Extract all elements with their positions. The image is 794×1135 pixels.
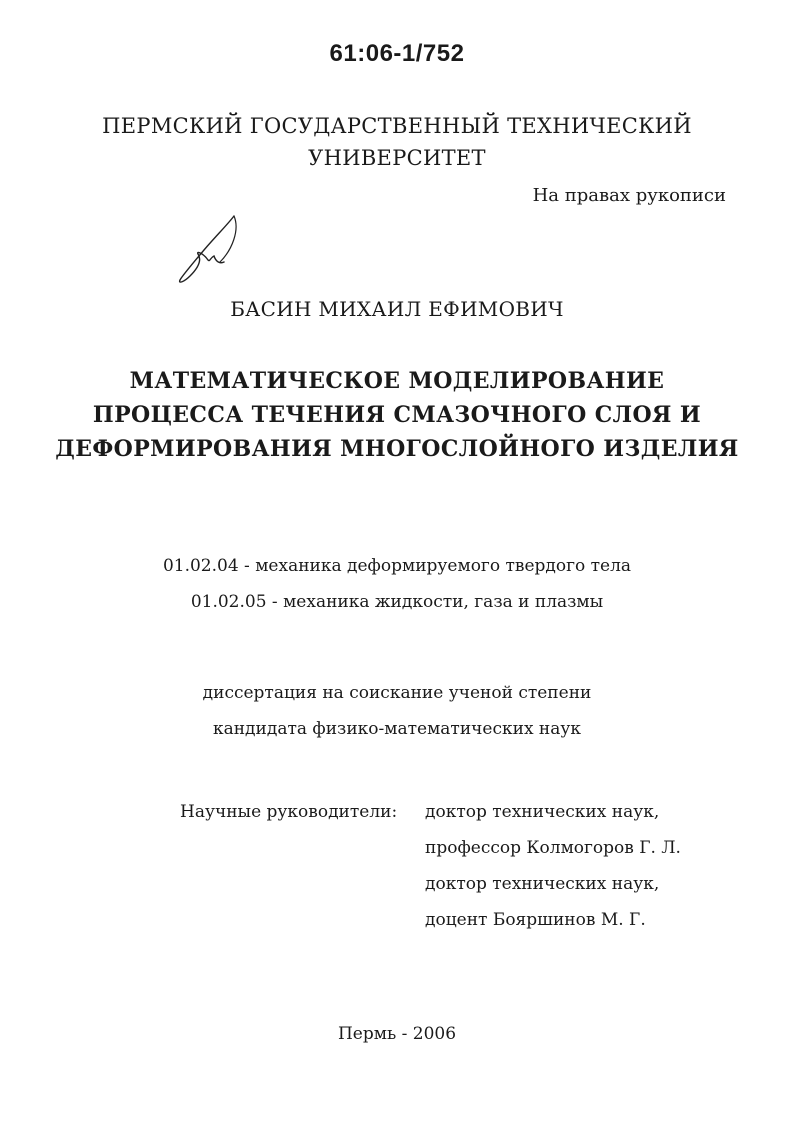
- dissertation-title-line-2: ПРОЦЕССА ТЕЧЕНИЯ СМАЗОЧНОГО СЛОЯ И: [92, 402, 702, 428]
- supervisor-line: доктор технических наук,: [425, 802, 660, 822]
- specialty-code-1: 01.02.04 - механика деформируемого твердого тела: [162, 556, 632, 576]
- supervisor-line: доктор технических наук,: [425, 874, 660, 894]
- place-and-year: Пермь - 2006: [337, 1024, 457, 1044]
- archive-code-stamp: 61:06-1/752: [329, 40, 465, 67]
- university-name-line-1: ПЕРМСКИЙ ГОСУДАРСТВЕННЫЙ ТЕХНИЧЕСКИЙ: [102, 114, 692, 138]
- supervisor-line: доцент Бояршинов М. Г.: [425, 910, 646, 930]
- degree-line-1: диссертация на соискание ученой степени: [202, 683, 592, 703]
- supervisors-label: Научные руководители:: [180, 802, 398, 822]
- degree-line-2: кандидата физико-математических наук: [212, 719, 582, 739]
- supervisor-line: профессор Колмогоров Г. Л.: [425, 838, 681, 858]
- dissertation-title-line-1: МАТЕМАТИЧЕСКОЕ МОДЕЛИРОВАНИЕ: [129, 368, 665, 394]
- dissertation-title-line-3: ДЕФОРМИРОВАНИЯ МНОГОСЛОЙНОГО ИЗДЕЛИЯ: [55, 436, 739, 462]
- manuscript-rights-note: На правах рукописи: [532, 185, 726, 206]
- specialty-code-2: 01.02.05 - механика жидкости, газа и плазмы: [190, 592, 604, 612]
- university-name-line-2: УНИВЕРСИТЕТ: [308, 146, 486, 170]
- author-signature: [168, 210, 248, 290]
- author-name: БАСИН МИХАИЛ ЕФИМОВИЧ: [230, 297, 564, 321]
